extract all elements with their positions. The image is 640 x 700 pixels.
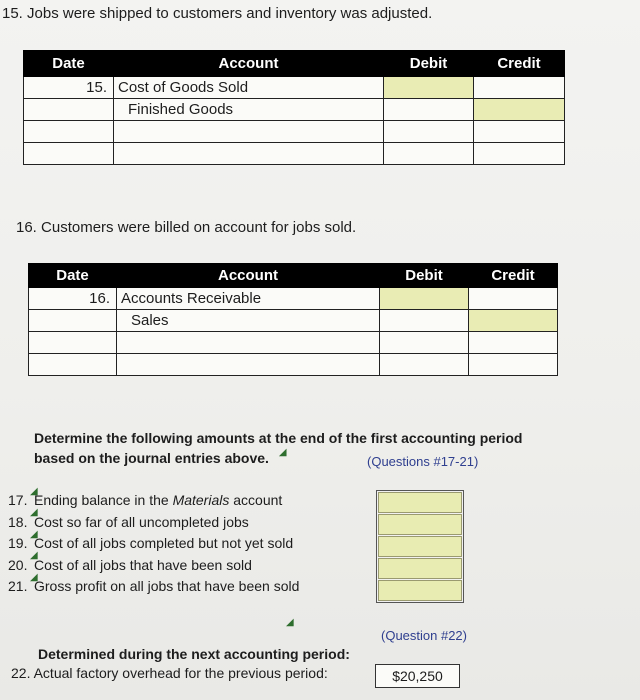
list-item: 17. Ending balance in the Materials account [8,492,283,508]
flag-marker-icon: ◢ [30,529,38,540]
account-header: Account [117,264,380,288]
question-22-ref: (Question #22) [381,628,467,643]
debit-account-cell: Cost of Goods Sold [114,77,384,99]
table-row [24,99,565,121]
credit-amount-input[interactable] [474,99,565,121]
credit-amount-cell [474,77,565,99]
table-row [29,354,558,376]
flag-marker-icon: ◢ [278,447,287,458]
answer-17-input[interactable] [378,492,462,513]
credit-account-cell: Sales [117,310,380,332]
summary-line-1: Determine the following amounts at the end of the first accounting period [34,430,523,446]
table-row [24,77,565,99]
question-22-item: 22. Actual factory overhead for the previous period: [11,665,328,681]
table-row [24,143,565,165]
table-row [29,332,558,354]
account-header: Account [114,51,384,77]
q15-prompt: 15. Jobs were shipped to customers and inventory was adjusted. [2,5,433,22]
q16-journal-table [28,263,558,376]
answers-17-21 [376,490,464,603]
credit-amount-cell [469,288,558,310]
q15-journal-table [23,50,565,165]
credit-amount-input[interactable] [469,310,558,332]
entry-date [24,99,114,121]
credit-header: Credit [469,264,558,288]
list-item: 18. Cost so far of all uncompleted jobs [8,513,249,530]
summary-line-2: based on the journal entries above. ◢ [34,447,287,466]
entry-date: 15. [24,77,114,99]
debit-amount-input[interactable] [380,288,469,310]
debit-amount-cell [384,99,474,121]
date-header: Date [24,51,114,77]
q16-prompt: 16. Customers were billed on account for jobs sold. [16,219,357,236]
date-header: Date [29,264,117,288]
debit-amount-cell [380,310,469,332]
summary-items-list [8,490,299,598]
flag-marker-icon: ◢ [30,550,38,561]
list-item: 21. Gross profit on all jobs that have been sold [8,578,300,594]
entry-date: 16. [29,288,117,310]
debit-amount-input[interactable] [384,77,474,99]
table-row [29,288,558,310]
list-item: 19. Cost of all jobs completed but not yet sold [8,535,294,551]
debit-account-cell: Accounts Receivable [117,288,380,310]
answer-21-input[interactable] [378,580,462,601]
flag-marker-icon: ◢ [30,507,38,518]
debit-header: Debit [380,264,469,288]
answer-20-input[interactable] [378,558,462,579]
answer-18-input[interactable] [378,514,462,535]
flag-marker-icon: ◢ [30,572,38,583]
flag-marker-icon: ◢ [286,617,294,628]
table-row [24,121,565,143]
credit-header: Credit [474,51,565,77]
overhead-value: $20,250 [375,664,460,688]
credit-account-cell: Finished Goods [114,99,384,121]
questions-17-21-ref: (Questions #17-21) [367,454,479,469]
table-row [29,310,558,332]
entry-date [29,310,117,332]
debit-header: Debit [384,51,474,77]
next-period-heading: Determined during the next accounting period: [38,646,350,662]
flag-marker-icon: ◢ [30,486,38,497]
list-item: 20. Cost of all jobs that have been sold [8,556,252,573]
answer-19-input[interactable] [378,536,462,557]
